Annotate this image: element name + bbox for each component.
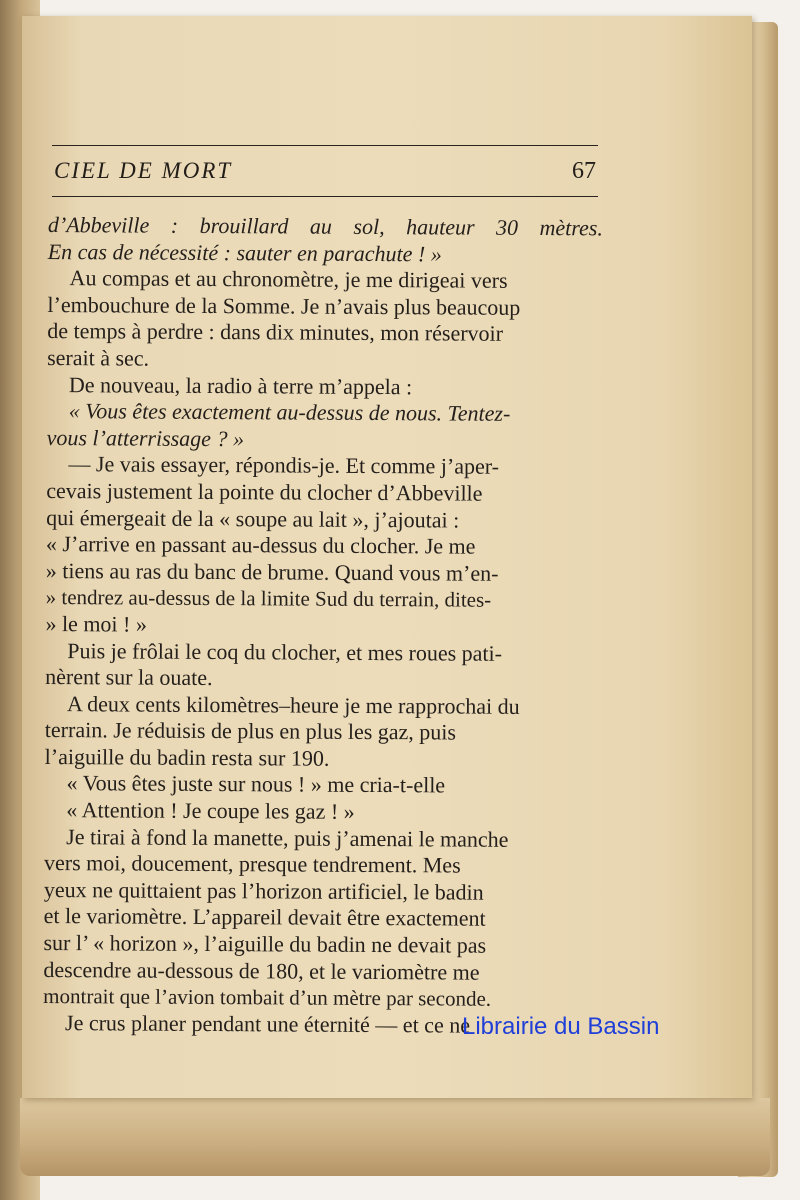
text-line: Puis je frôlai le coq du clocher, et mes roues pati- (67, 637, 503, 666)
text-line: « J’arrive en passant au-dessus du clocher. Je me (45, 531, 476, 559)
text-line: vers moi, doucement, presque tendrement. Mes (43, 850, 461, 878)
text-line: vous l’atterrissage ? » (46, 424, 245, 451)
text-line: d’Abbeville : brouillard au sol, hauteur 30 mètres. (47, 212, 603, 241)
text-line: serait à sec. (47, 344, 150, 371)
text-line: De nouveau, la radio à terre m’appela : (68, 371, 413, 399)
text-line: « Attention ! Je coupe les gaz ! » (66, 797, 355, 824)
text-line: cevais justement la pointe du clocher d’Abbeville (46, 477, 483, 506)
text-line: A deux cents kilomètres–heure je me rapprochai du (66, 690, 520, 719)
text-line: l’aiguille du badin resta sur 190. (44, 743, 330, 771)
page-number: 67 (572, 158, 596, 184)
text-line: l’embouchure de la Somme. Je n’avais plus beaucoup (47, 291, 521, 320)
text-line: terrain. Je réduisis de plus en plus les gaz, puis (44, 717, 457, 745)
running-header (52, 145, 598, 197)
text-line: descendre au-dessous de 180, et le variomètre me (43, 956, 480, 985)
text-line: » tendrez au-dessus de la limite Sud du terrain, dites- (45, 585, 492, 613)
text-line: En cas de nécessité : sauter en parachute ! » (47, 238, 442, 266)
text-line: « Vous êtes juste sur nous ! » me cria-t-elle (66, 770, 446, 798)
text-line: — Je vais essayer, répondis-je. Et comme j’aper- (68, 451, 500, 480)
text-line: Au compas et au chronomètre, je me dirigeai vers (69, 265, 508, 293)
text-line: » tiens au ras du banc de brume. Quand vous m’en- (45, 557, 499, 586)
body-text (43, 212, 603, 1040)
text-line: yeux ne quittaient pas l’horizon artificiel, le badin (43, 876, 484, 905)
text-line: montrait que l’avion tombait d’un mètre par seconde. (43, 984, 492, 1011)
text-line: qui émergeait de la « soupe au lait », j’ajoutai : (46, 504, 460, 533)
text-line: de temps à perdre : dans dix minutes, mon réservoir (47, 318, 504, 347)
running-title: CIEL DE MORT (54, 158, 233, 183)
text-line: « Vous êtes exactement au-dessus de nous. Tentez- (68, 398, 511, 426)
text-line: » le moi ! » (45, 610, 147, 637)
watermark: Librairie du Bassin (462, 1013, 660, 1040)
text-line: Je tirai à fond la manette, puis j’amenai le manche (66, 823, 509, 852)
text-line: sur l’ « horizon », l’aiguille du badin ne devait pas (43, 930, 487, 958)
text-line: nèrent sur la ouate. (45, 664, 213, 691)
page-stack-bottom-edge (20, 1098, 770, 1176)
text-line: Je crus planer pendant une éternité — et ce ne (64, 1009, 471, 1038)
text-line: et le variomètre. L’appareil devait être exactement (43, 903, 486, 932)
